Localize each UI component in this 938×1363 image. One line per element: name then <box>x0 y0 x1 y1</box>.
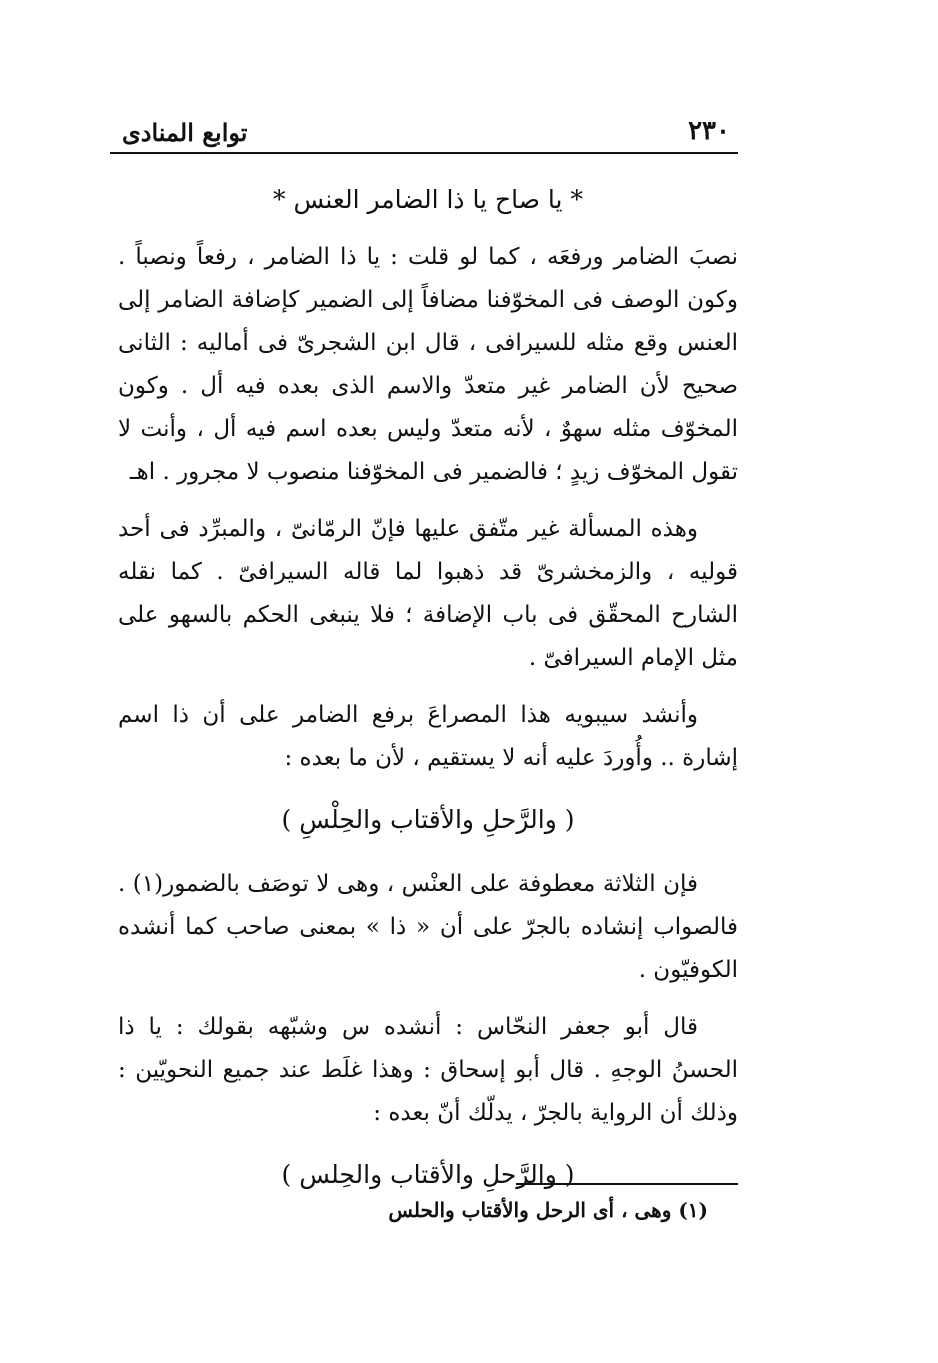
footnote: (١) وهى ، أى الرحل والأقتاب والحلس <box>388 1198 708 1222</box>
footnote-divider <box>516 1183 738 1185</box>
page-header <box>110 112 738 154</box>
paragraph: قال أبو جعفر النحّاس : أنشده س وشبّهه بقولك : يا ذا الحسنُ الوجهِ . قال أبو إسحاق : وهذا غلَط عند جميع النحويّين : وذلك أن الرواية بالجرّ ، يدلّك أنّ بعده : <box>118 1014 738 1126</box>
paragraph: نصبَ الضامر ورفعَه ، كما لو قلت : يا ذا الضامر ، رفعاً ونصباً . وكون الوصف فى المخوّفنا مضافاً إلى الضمير كإضافة الضامر إلى العنس وقع مثله للسيرافى ، قال ابن الشجرىّ فى أماليه : الثانى صحيح لأن الضامر غير متعدّ والاسم الذى بعده فيه أل . وكون المخوّف مثله سهوٌ ، لأنه متعدّ وليس بعده اسم فيه أل ، وأنت لا تقول المخوّف زيدٍ ؛ فالضمير فى المخوّفنا منصوب لا مجرور . اهـ <box>118 244 738 485</box>
running-title: توابع المنادى <box>122 118 248 147</box>
page-number: ٢٣٠ <box>688 116 730 146</box>
page-body <box>118 180 738 1218</box>
verse-heading: * يا صاح يا ذا الضامر العنس * <box>273 185 583 214</box>
paragraph: فإن الثلاثة معطوفة على العنْس ، وهى لا توصَف بالضمور(١) . فالصواب إنشاده بالجرّ على أن « ذا » بمعنى صاحب كما أنشده الكوفيّون . <box>118 871 738 983</box>
verse-line: ( والرَّحلِ والأقتاب والحِلس ) <box>281 1160 575 1189</box>
paragraph: وهذه المسألة غير متّفق عليها فإنّ الرمّانىّ ، والمبرِّد فى أحد قوليه ، والزمخشرىّ قد ذهبوا لما قاله السيرافىّ . كما نقله الشارح المحقّق فى باب الإضافة ؛ فلا ينبغى الحكم بالسهو على مثل الإمام السيرافىّ . <box>118 516 738 671</box>
paragraph: وأنشد سيبويه هذا المصراعَ برفع الضامر على أن ذا اسم إشارة .. وأُوردَ عليه أنه لا يستقيم ، لأن ما بعده : <box>118 702 738 771</box>
verse-line: ( والرَّحلِ والأقتاب والحِلْسِ ) <box>281 805 575 834</box>
